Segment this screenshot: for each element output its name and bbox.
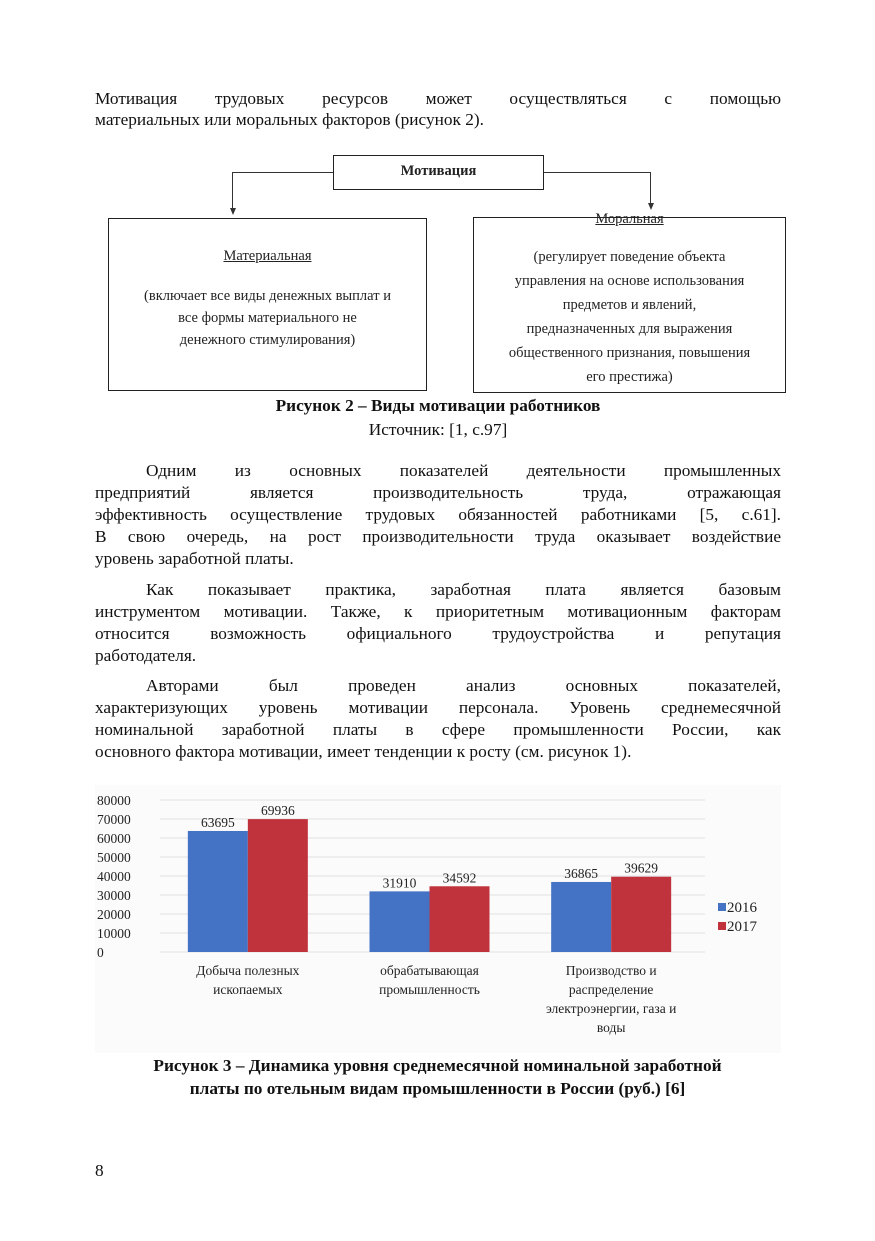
bar-2016 [188,831,248,952]
arrow-down-icon [230,208,236,215]
material-text: денежного стимулирования) [179,332,356,348]
paragraph-line: основного фактора мотивации, имеет тенденции к росту (см. рисунок 1). [95,742,632,761]
paragraph-line: Как показывает практика, заработная плата является базовым [146,580,781,599]
bar-2016 [370,891,430,952]
y-tick-label: 50000 [97,850,131,865]
legend-swatch-2016 [718,903,726,911]
paragraph-line: инструментом мотивации. Также, к приоритетным мотивационным факторам [95,602,781,621]
data-label: 69936 [260,803,295,819]
y-tick-label: 30000 [97,888,131,903]
y-tick-label: 20000 [97,907,131,922]
paragraph-line: Авторами был проведен анализ основных показателей, [146,676,781,695]
moral-title: Моральная [595,211,664,227]
moral-text: (регулирует поведение объекта [533,249,726,265]
moral-text: его престижа) [586,369,673,385]
x-tick-label: распределение [568,982,654,997]
data-label: 39629 [624,860,659,876]
root-label: Мотивация [400,163,477,179]
x-tick-label: обрабатывающая [380,963,479,978]
material-text: все формы материального не [178,310,357,326]
x-tick-label: ископаемых [213,982,283,997]
data-label: 63695 [200,814,235,830]
paragraph-line: уровень заработной платы. [95,549,294,568]
x-tick-label: промышленность [379,982,480,997]
x-tick-label: Добыча полезных [196,963,300,978]
moral-text: общественного признания, повышения [508,345,751,361]
y-tick-label: 60000 [97,831,131,846]
bar-2016 [551,882,611,952]
moral-text: предметов и явлений, [562,297,697,313]
bar-2017 [430,886,490,952]
y-tick-label: 10000 [97,926,131,941]
paragraph-line: В свою очередь, на рост производительности труда оказывает воздействие [95,527,781,546]
data-label: 31910 [382,875,417,891]
paragraph-line: номинальной заработной платы в сфере промышленности России, как [95,720,781,739]
figure3-caption: Рисунок 3 – Динамика уровня среднемесячной номинальной заработной [153,1056,722,1075]
moral-box [473,211,786,393]
moral-text: предназначенных для выражения [526,321,733,337]
data-label: 36865 [564,865,599,881]
paragraph-line: относится возможность официального трудоустройства и репутация [95,624,781,643]
paragraph-line: эффективность осуществление трудовых обязанностей работниками [5, с.61]. [95,505,781,524]
figure2-caption: Рисунок 2 – Виды мотивации работников [275,396,601,415]
figure3-caption: платы по отельным видам промышленности в России (руб.) [6] [189,1079,686,1098]
legend-swatch-2017 [718,922,726,930]
material-box [108,218,427,391]
legend-label: 2017 [727,919,757,935]
paragraph-line: Одним из основных показателей деятельности промышленных [146,461,781,480]
figure2-source: Источник: [1, с.97] [368,420,508,439]
legend-label: 2016 [727,900,757,916]
bar-2017 [611,877,671,952]
y-tick-label: 0 [97,945,104,960]
material-title: Материальная [223,248,312,264]
paragraph-line: предприятий является производительность труда, отражающая [95,483,781,502]
page-number: 8 [95,1161,104,1180]
salary-bar-chart [95,785,781,1053]
paragraph-line: характеризующих уровень мотивации персонала. Уровень среднемесячной [95,698,781,717]
intro-line: Мотивация трудовых ресурсов может осуществляться с помощью [95,89,781,108]
x-tick-label: воды [596,1020,626,1035]
x-tick-label: электроэнергии, газа и [545,1001,677,1016]
y-tick-label: 70000 [97,812,131,827]
y-tick-label: 80000 [97,793,131,808]
y-tick-label: 40000 [97,869,131,884]
moral-text: управления на основе использования [514,273,745,289]
material-text: (включает все виды денежных выплат и [144,288,391,304]
root-box [333,155,544,190]
x-tick-label: Производство и [565,963,657,978]
intro-line: материальных или моральных факторов (рисунок 2). [95,110,484,129]
data-label: 34592 [442,870,477,886]
bar-2017 [248,819,308,952]
paragraph-line: работодателя. [95,646,197,665]
